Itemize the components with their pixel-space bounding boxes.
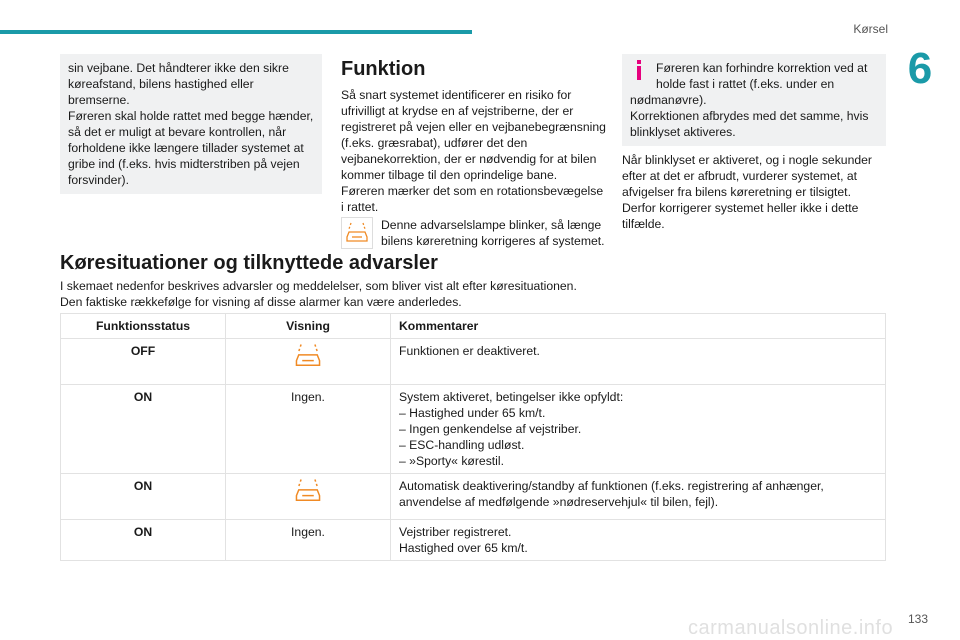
lamp-line: bilens køreretning korrigeres af systemet. [381, 234, 605, 248]
status-cell: ON [61, 520, 226, 561]
comment-line: – »Sporty« kørestil. [399, 454, 504, 468]
funktion-line: Føreren mærker det som en rotationsbevægelse [341, 184, 604, 198]
display-cell: Ingen. [226, 520, 391, 561]
info-line: blinklyset aktiveres. [630, 125, 736, 139]
intro-line: I skemaet nedenfor beskrives advarsler og meddelelser, som bliver vist alt efter køresituationen. [60, 279, 577, 293]
table-row [61, 474, 886, 520]
section-title: Kørsel [853, 22, 888, 36]
note-line: forholdene ikke længere tillader systemet at [68, 141, 304, 155]
note-line: sin vejbane. Det håndterer ikke den sikre [68, 61, 289, 75]
display-cell [226, 474, 391, 520]
comment-line: Funktionen er deaktiveret. [399, 344, 540, 358]
comment-cell [391, 385, 886, 474]
funktion-line: ufrivilligt at krydse en af vejstriberne, der er [341, 104, 574, 118]
comment-cell [391, 520, 886, 561]
note-line: bremserne. [68, 93, 130, 107]
header-status: Funktionsstatus [61, 314, 226, 339]
intro-line: Den faktiske rækkefølge for visning af disse alarmer kan være anderledes. [60, 295, 462, 309]
table-row [61, 385, 886, 474]
note-line: forsvinder). [68, 173, 129, 187]
page-number: 133 [907, 612, 928, 626]
comment-line: – Hastighed under 65 km/t. [399, 406, 546, 420]
comment-line: – ESC-handling udløst. [399, 438, 525, 452]
funktion-line: Så snart systemet identificerer en risiko for [341, 88, 572, 102]
funktion-line: registreret på vejen eller en vejbanebegrænsning [341, 120, 606, 134]
funktion-title: Funktion [341, 58, 426, 80]
header-accent-bar [0, 30, 472, 34]
table-row [61, 520, 886, 561]
right-line: afvigelser fra bilens køreretning er tilsigtet. [622, 185, 851, 199]
comment-line: Automatisk deaktivering/standby af funktionen (f.eks. registrering af anhænger, [399, 479, 824, 493]
lane-assist-warning-icon [293, 478, 323, 504]
comment-line: anvendelse af medfølgende »nødreservehjul« til bilen, fejl). [399, 495, 719, 509]
comment-cell [391, 474, 886, 520]
note-line: gribe ind (f.eks. hvis midterstriben på vejen [68, 157, 300, 171]
lane-assist-warning-icon [293, 343, 323, 369]
header-display: Visning [226, 314, 391, 339]
right-paragraph [622, 152, 886, 232]
lamp-description [341, 217, 611, 249]
right-line: Derfor korrigerer systemet heller ikke i dette [622, 201, 859, 215]
info-icon [636, 60, 642, 80]
right-line: Når blinklyset er aktiveret, og i nogle sekunder [622, 153, 872, 167]
note-line: køreafstand, bilens hastighed eller [68, 77, 254, 91]
comment-cell [391, 339, 886, 385]
info-line: Føreren kan forhindre korrektion ved at [656, 61, 868, 75]
comment-line: Hastighed over 65 km/t. [399, 541, 528, 555]
funktion-section [341, 58, 611, 249]
left-note-box [60, 54, 322, 194]
comment-line: System aktiveret, betingelser ikke opfyldt: [399, 390, 624, 404]
info-line: holde fast i rattet (f.eks. under en [656, 77, 835, 91]
situations-table [60, 313, 886, 561]
funktion-line: i rattet. [341, 200, 379, 214]
info-note-box [622, 54, 886, 146]
lamp-line: Denne advarselslampe blinker, så længe [381, 218, 602, 232]
table-row [61, 339, 886, 385]
status-cell: OFF [61, 339, 226, 385]
note-line: Føreren skal holde rattet med begge hænder, [68, 109, 314, 123]
right-line: efter at det er afbrudt, vurderer systemet, at [622, 169, 858, 183]
note-line: så det er muligt at bevare kontrollen, når [68, 125, 287, 139]
chapter-number: 6 [907, 44, 933, 93]
display-cell: Ingen. [226, 385, 391, 474]
status-cell: ON [61, 385, 226, 474]
situations-intro [60, 278, 880, 310]
header-comments: Kommentarer [391, 314, 886, 339]
info-line: Korrektionen afbrydes med det samme, hvis [630, 109, 869, 123]
status-cell: ON [61, 474, 226, 520]
funktion-line: (f.eks. græsrabat), udfører det den [341, 136, 528, 150]
display-cell [226, 339, 391, 385]
table-header-row [61, 314, 886, 339]
lane-assist-warning-icon [341, 217, 373, 249]
comment-line: Vejstriber registreret. [399, 525, 512, 539]
comment-line: – Ingen genkendelse af vejstriber. [399, 422, 582, 436]
funktion-line: vejbanekorrektion, der er nødvendig for at bilen [341, 152, 597, 166]
info-line: nødmanøvre). [630, 93, 707, 107]
right-line: tilfælde. [622, 217, 665, 231]
funktion-line: kommer tilbage til den oprindelige bane. [341, 168, 558, 182]
watermark: carmanualsonline.info [688, 617, 894, 639]
situations-title: Køresituationer og tilknyttede advarsler [60, 252, 438, 274]
